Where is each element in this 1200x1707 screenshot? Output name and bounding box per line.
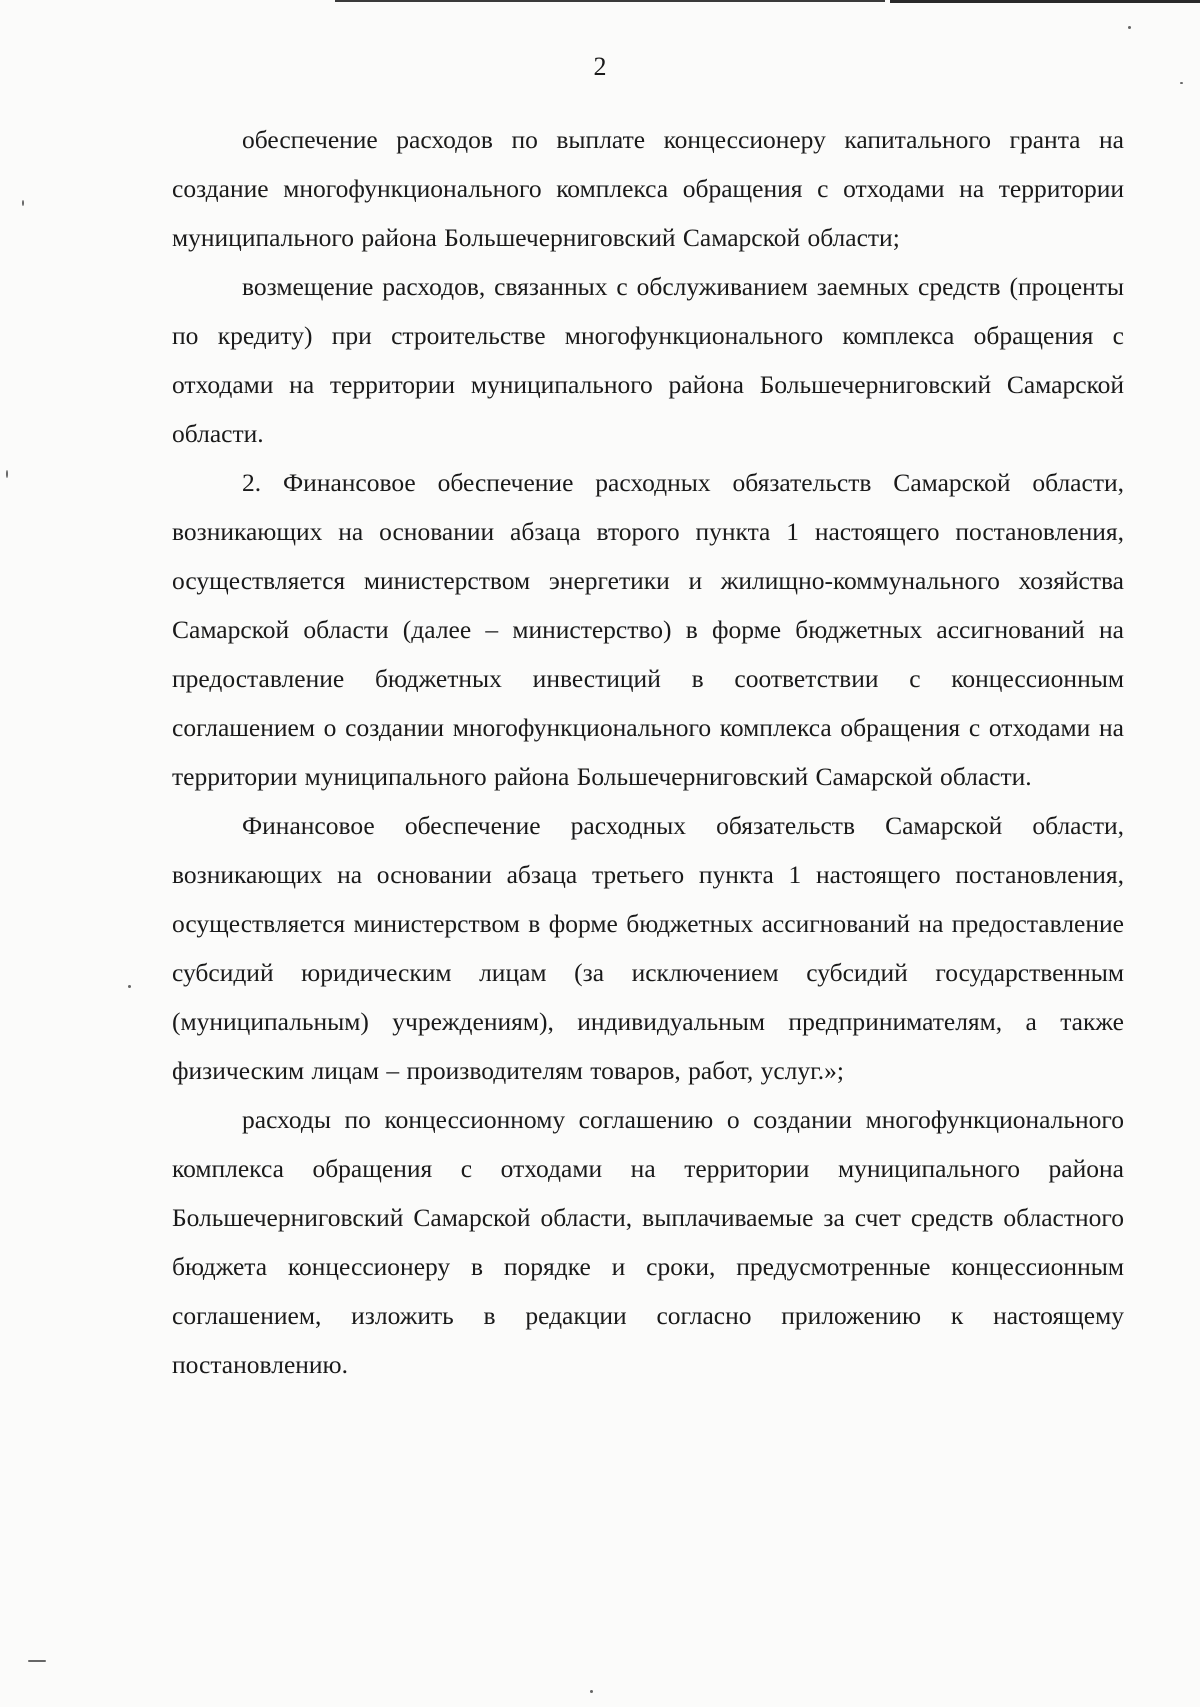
scan-speck	[128, 985, 131, 988]
scan-speck	[6, 470, 8, 478]
scan-speck	[28, 1660, 46, 1662]
paragraph-capital-grant: обеспечение расходов по выплате концессионеру капитального гранта на создание многофункционального комплекса обращения с отходами на территории муниципального района Большечерниговский Самарской области;	[172, 125, 1124, 252]
page-number: 2	[593, 52, 607, 81]
paragraph-financial-provision: Финансовое обеспечение расходных обязательств Самарской области, возникающих на основании абзаца третьего пункта 1 настоящего постановления, осуществляется министерством в форме бюджетных ассигнований на предоставление субсидий юридическим лицам (за исключением субсидий государственным (муниципальным) учреждениям), индивидуальным предпринимателям, а также физическим лицам – производителям товаров, работ, услуг.»;	[172, 811, 1124, 1085]
paragraph-concession-expenses: расходы по концессионному соглашению о создании многофункционального комплекса обращения с отходами на территории муниципального района Большечерниговский Самарской области, выплачиваемые за счет средств областного бюджета концессионеру в порядке и сроки, предусмотренные концессионным соглашением, изложить в редакции согласно приложению к настоящему постановлению.	[172, 1105, 1124, 1379]
scan-edge-top	[335, 0, 885, 2]
paragraph-section-2: 2. Финансовое обеспечение расходных обязательств Самарской области, возникающих на основании абзаца второго пункта 1 настоящего постановления, осуществляется министерством энергетики и жилищно-коммунального хозяйства Самарской области (далее – министерство) в форме бюджетных ассигнований на предоставление бюджетных инвестиций в соответствии с концессионным соглашением о создании многофункционального комплекса обращения с отходами на территории муниципального района Большечерниговский Самарской области.	[172, 468, 1124, 791]
paragraph-loan-interest: возмещение расходов, связанных с обслуживанием заемных средств (проценты по кредиту) при строительстве многофункционального комплекса обращения с отходами на территории муниципального района Большечерниговский Самарской области.	[172, 272, 1124, 448]
scan-speck	[22, 200, 24, 206]
scan-speck	[590, 1690, 593, 1693]
scan-speck	[1128, 26, 1131, 29]
scan-speck	[1180, 82, 1183, 84]
scan-edge-top-right	[890, 0, 1200, 3]
document-body	[172, 115, 1124, 1389]
page-number-container	[0, 52, 1200, 82]
